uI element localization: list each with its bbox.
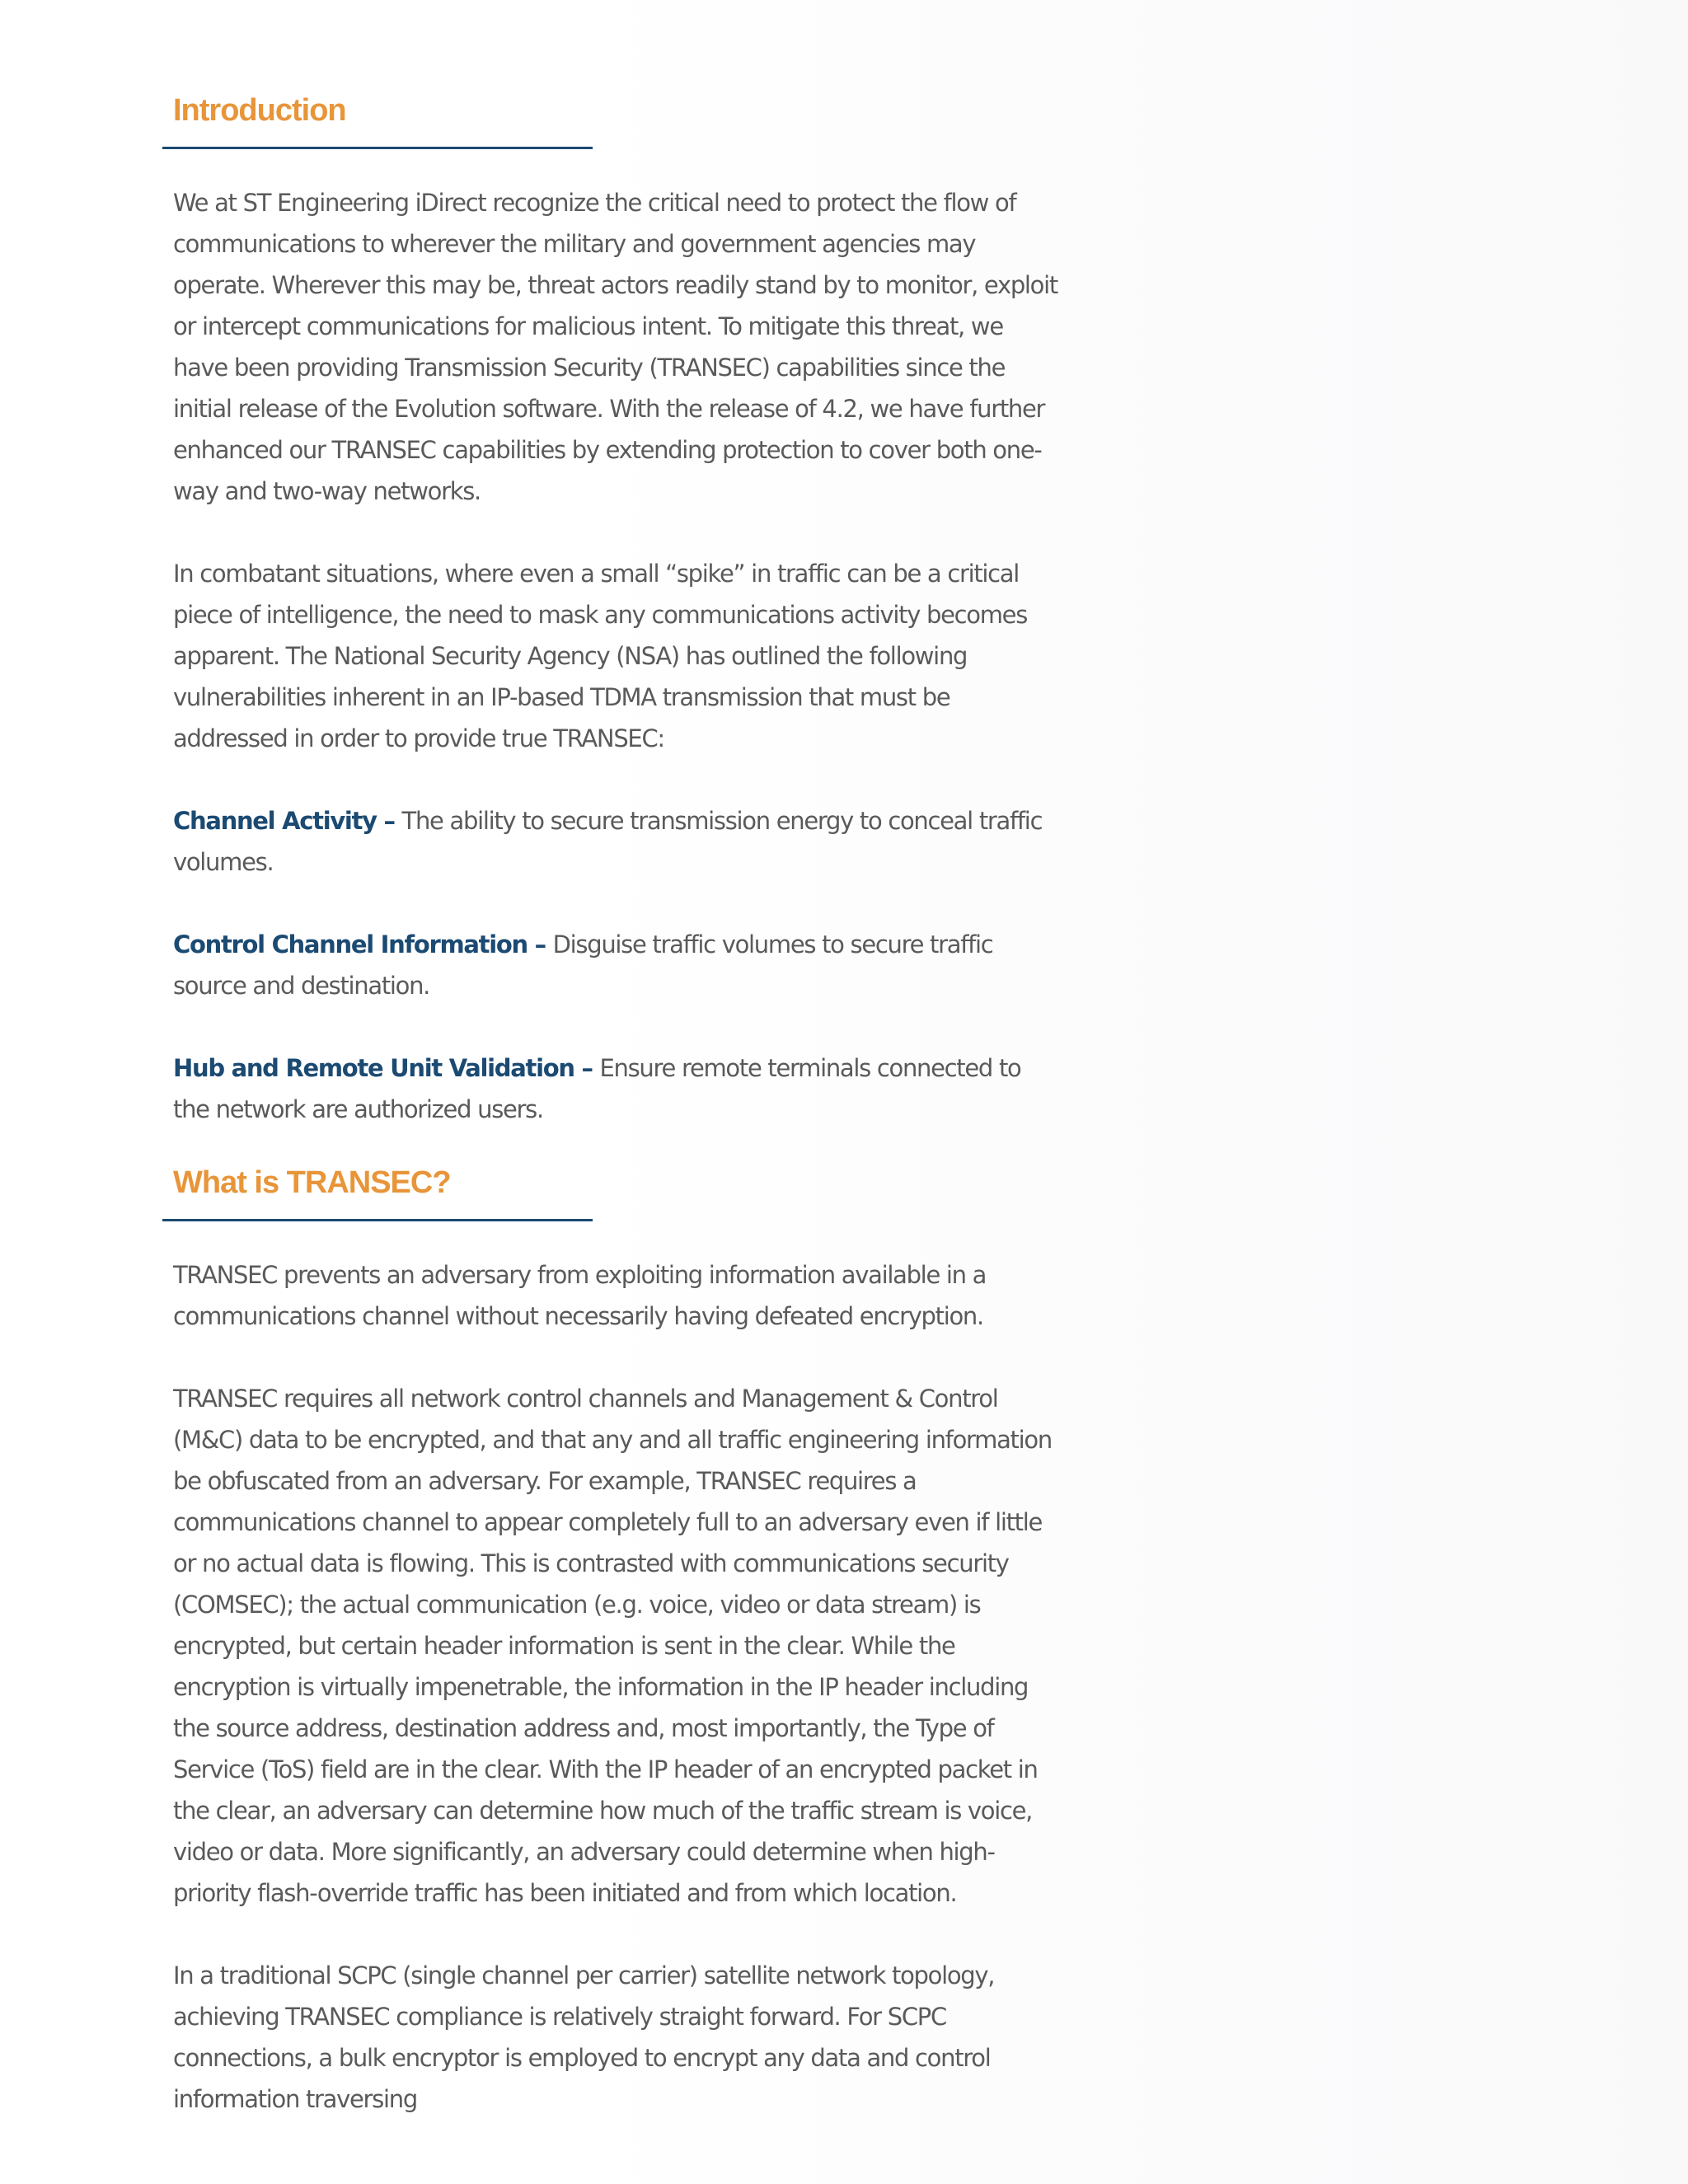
what-is-transec-heading-rule [162, 1219, 593, 1221]
transec-paragraph-2: TRANSEC requires all network control channels and Management & Control (M&C) data to be encrypted, and that any and all traffic engineering information be obfuscated from an adversary. For example, TRANSEC requires a communications channel to appear completely full to an adversary even if little or no actual data is flowing. This is contrasted with communications security (COMSEC); the actual communication (e.g. voice, video or data stream) is encrypted, but certain header information is sent in the clear. While the encryption is virtually impenetrable, the information in the IP header including the source address, destination address and, most importantly, the Type of Service (ToS) field are in the clear. With the IP header of an encrypted packet in the clear, an adversary can determine how much of the traffic stream is voice, video or data. More significantly, an adversary could determine when high-priority flash-override traffic has been initiated and from which location. [173, 1385, 1052, 1907]
introduction-paragraph-2: In combatant situations, where even a small “spike” in traffic can be a critical piece of intelligence, the need to mask any communications activity becomes apparent. The National Security Agency (NSA) has outlined the following vulnerabilities inherent in an IP-based TDMA transmission that must be addressed in order to provide true TRANSEC: [173, 560, 1028, 752]
term-definition: The ability to secure transmission energy to conceal traffic volumes. [173, 807, 1043, 876]
term-label: Channel Activity – [173, 807, 402, 835]
term-hub-remote-validation [173, 1047, 1063, 1130]
term-channel-activity [173, 800, 1063, 883]
term-label: Control Channel Information – [173, 930, 553, 958]
term-definition: Ensure remote terminals connected to the network are authorized users. [173, 1054, 1021, 1123]
document-page [173, 89, 1063, 2120]
what-is-transec-heading: What is TRANSEC? [173, 1165, 451, 1200]
introduction-heading: Introduction [173, 93, 346, 128]
transec-paragraph-1: TRANSEC prevents an adversary from exploiting information available in a communications channel without necessarily having defeated encryption. [173, 1261, 987, 1330]
transec-paragraph-3: In a traditional SCPC (single channel per carrier) satellite network topology, achieving TRANSEC compliance is relatively straight forward. For SCPC connections, a bulk encryptor is employed to encrypt any data and control information traversing [173, 1961, 995, 2113]
term-control-channel-information [173, 924, 1063, 1006]
introduction-paragraph-1: We at ST Engineering iDirect recognize the critical need to protect the flow of communications to wherever the military and government agencies may operate. Wherever this may be, threat actors readily stand by to monitor, exploit or intercept communications for malicious intent. To mitigate this threat, we have been providing Transmission Security (TRANSEC) capabilities since the initial release of the Evolution software. With the release of 4.2, we have further enhanced our TRANSEC capabilities by extending protection to cover both one-way and two-way networks. [173, 189, 1057, 505]
introduction-heading-rule [162, 147, 593, 149]
term-label: Hub and Remote Unit Validation – [173, 1054, 600, 1082]
term-definition: Disguise traffic volumes to secure traffic source and destination. [173, 930, 993, 1000]
